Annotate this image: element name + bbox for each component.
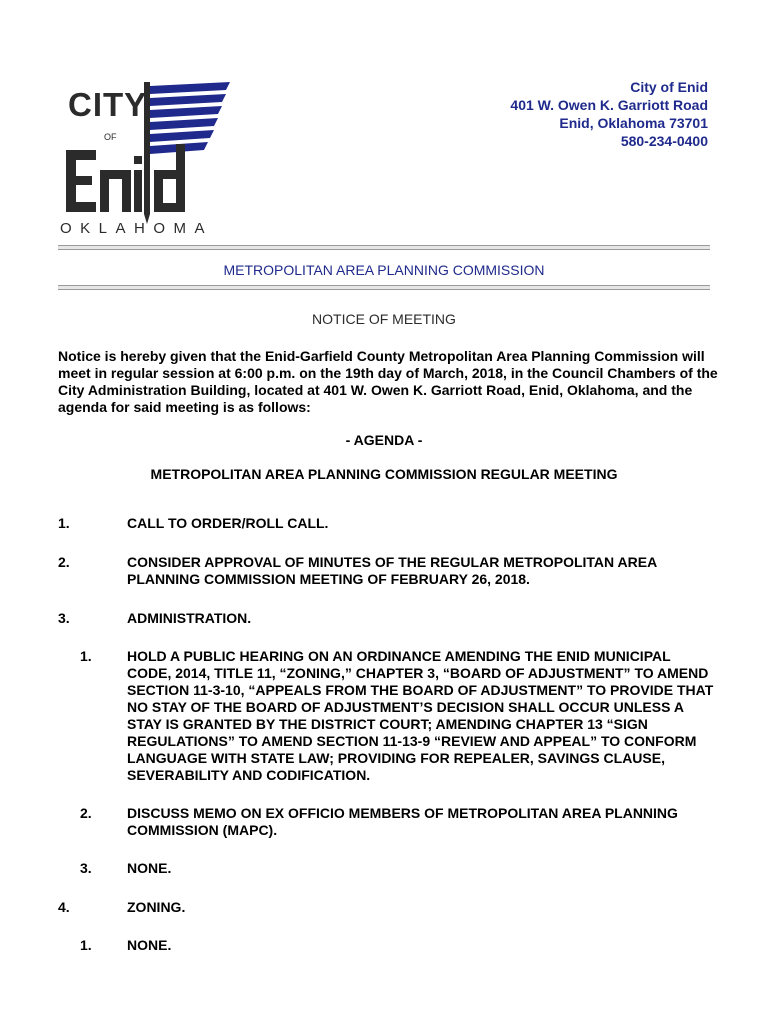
address-block	[510, 78, 708, 150]
divider-bottom	[58, 285, 710, 290]
agenda-label: - AGENDA -	[345, 432, 423, 448]
address-line-city: Enid, Oklahoma 73701	[559, 115, 708, 131]
city-of-enid-logo	[58, 78, 248, 248]
address-line-org: City of Enid	[630, 79, 708, 95]
logo-state-text: OKLAHOMA	[60, 220, 214, 237]
agenda-item-number: 4.	[58, 899, 70, 915]
agenda-item-text: ZONING.	[127, 899, 186, 915]
agenda-subitem-number: 2.	[80, 805, 92, 821]
agenda-subitem-text: NONE.	[127, 860, 172, 876]
agenda-item-number: 3.	[58, 610, 70, 626]
meeting-title: METROPOLITAN AREA PLANNING COMMISSION REGULAR MEETING	[150, 466, 618, 482]
agenda-item-text: ADMINISTRATION.	[127, 610, 252, 626]
agenda-subitem-text: HOLD A PUBLIC HEARING ON AN ORDINANCE AMENDING THE ENID MUNICIPAL CODE, 2014, TITLE 11, “ZONING,” CHAPTER 3, “BOARD OF ADJUSTMENT” TO AMEND SECTION 11-3-10, “APPEALS FROM THE BOARD OF ADJUSTMENT” TO PROVIDE THAT NO STAY OF THE BOARD OF ADJUSTMENT’S DECISION SHALL OCCUR UNLESS A STAY IS GRANTED BY THE DISTRICT COURT; AMENDING CHAPTER 13 “SIGN REGULATIONS” TO AMEND SECTION 11-13-9 “REVIEW AND APPEAL” TO CONFORM LANGUAGE WITH STATE LAW; PROVIDING FOR REPEALER, SAVINGS CLAUSE, SEVERABILITY AND CODIFICATION.	[127, 648, 714, 783]
agenda-subitem-number: 3.	[80, 860, 92, 876]
divider-top	[58, 245, 710, 250]
agenda-item-number: 1.	[58, 515, 70, 531]
notice-title: NOTICE OF MEETING	[312, 311, 456, 327]
agenda-item-number: 2.	[58, 554, 70, 570]
address-line-street: 401 W. Owen K. Garriott Road	[510, 97, 708, 113]
agenda-subitem-text: DISCUSS MEMO ON EX OFFICIO MEMBERS OF METROPOLITAN AREA PLANNING COMMISSION (MAPC).	[127, 805, 678, 838]
logo-city-text: CITY	[68, 86, 148, 123]
agenda-item-text: CONSIDER APPROVAL OF MINUTES OF THE REGULAR METROPOLITAN AREA PLANNING COMMISSION MEETING OF FEBRUARY 26, 2018.	[127, 554, 657, 587]
agenda-subitem-number: 1.	[80, 648, 92, 664]
logo-of-text: OF	[104, 132, 117, 142]
notice-paragraph: Notice is hereby given that the Enid-Garfield County Metropolitan Area Planning Commission will meet in regular session at 6:00 p.m. on the 19th day of March, 2018, in the Council Chambers of the City Administration Building, located at 401 W. Owen K. Garriott Road, Enid, Oklahoma, and the agenda for said meeting is as follows:	[58, 348, 718, 415]
agenda-subitem-number: 1.	[80, 937, 92, 953]
agenda-subitem-text: NONE.	[127, 937, 172, 953]
commission-heading: METROPOLITAN AREA PLANNING COMMISSION	[223, 262, 545, 278]
agenda-item-text: CALL TO ORDER/ROLL CALL.	[127, 515, 329, 531]
address-line-phone: 580-234-0400	[620, 133, 708, 149]
